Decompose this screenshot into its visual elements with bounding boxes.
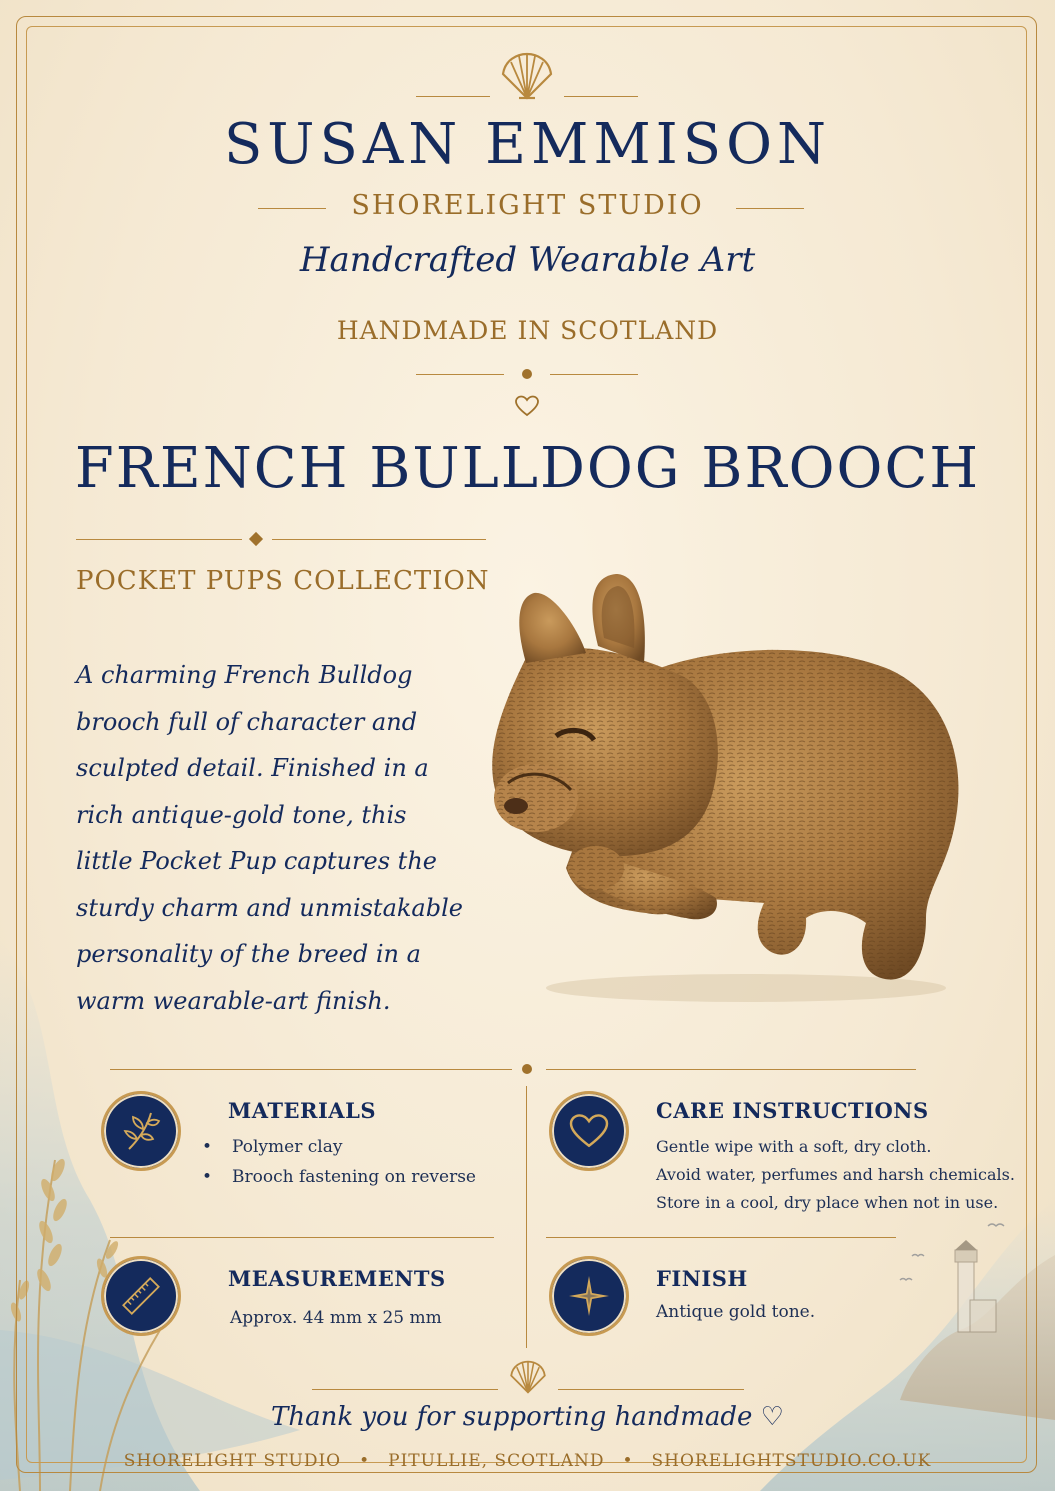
care-icon-badge xyxy=(549,1091,629,1171)
care-heading: CARE INSTRUCTIONS xyxy=(656,1098,929,1123)
brand-name: SUSAN EMMISON xyxy=(223,112,832,177)
tagline: Handcrafted Wearable Art xyxy=(299,240,756,280)
product-title: FRENCH BULLDOG BROOCH xyxy=(74,436,981,501)
footer-separator: • xyxy=(359,1451,371,1471)
divider-line xyxy=(76,539,242,540)
divider-line xyxy=(416,374,504,375)
shell-icon xyxy=(497,52,557,100)
care-line: Gentle wipe with a soft, dry cloth. xyxy=(656,1137,932,1156)
divider-line xyxy=(546,1069,916,1070)
description-line: A charming French Bulldog xyxy=(76,661,413,689)
description-line: sturdy charm and unmistakable xyxy=(76,893,463,922)
measurements-text: Approx. 44 mm x 25 mm xyxy=(230,1308,442,1328)
finish-icon-badge xyxy=(549,1256,629,1336)
footer-separator: • xyxy=(622,1451,634,1471)
product-description xyxy=(76,652,476,1024)
heart-icon xyxy=(569,1113,609,1149)
divider-line xyxy=(110,1237,494,1238)
materials-list xyxy=(200,1132,476,1192)
star-icon xyxy=(567,1274,611,1318)
care-line: Avoid water, perfumes and harsh chemicals. xyxy=(656,1165,1015,1184)
column-divider xyxy=(526,1086,527,1348)
measurements-icon-badge xyxy=(101,1256,181,1336)
finish-text: Antique gold tone. xyxy=(656,1302,816,1322)
materials-heading: MATERIALS xyxy=(228,1098,377,1123)
divider-line xyxy=(416,96,490,97)
description-line: little Pocket Pup captures the xyxy=(76,847,437,875)
footer-location: PITULLIE, SCOTLAND xyxy=(388,1451,605,1471)
care-text xyxy=(656,1133,1015,1217)
finish-heading: FINISH xyxy=(656,1266,748,1291)
description-line: rich antique-gold tone, this xyxy=(76,800,407,829)
studio-name: SHORELIGHT STUDIO xyxy=(351,190,704,221)
care-line: Store in a cool, dry place when not in use. xyxy=(656,1193,999,1212)
list-item: • Brooch fastening on reverse xyxy=(200,1162,476,1192)
description-line: brooch full of character and xyxy=(76,707,418,736)
collection-name: POCKET PUPS COLLECTION xyxy=(76,566,490,596)
measurements-heading: MEASUREMENTS xyxy=(228,1266,446,1291)
footer-website[interactable]: SHORELIGHTSTUDIO.CO.UK xyxy=(651,1451,932,1471)
sprig-icon xyxy=(119,1109,163,1153)
origin-label: HANDMADE IN SCOTLAND xyxy=(336,316,719,345)
divider-dot xyxy=(522,369,532,379)
list-item: • Polymer clay xyxy=(200,1132,476,1162)
shell-icon xyxy=(507,1360,549,1394)
ruler-icon xyxy=(118,1273,164,1319)
divider-line xyxy=(110,1069,512,1070)
divider-line xyxy=(272,539,486,540)
description-line: warm wearable-art finish. xyxy=(76,986,391,1015)
footer-studio: SHORELIGHT STUDIO xyxy=(123,1451,342,1471)
description-line: sculpted detail. Finished in a xyxy=(76,754,429,782)
divider-dot xyxy=(522,1064,532,1074)
description-line: personality of the breed in a xyxy=(76,940,421,968)
materials-icon-badge xyxy=(101,1091,181,1171)
divider-line xyxy=(312,1389,498,1390)
bulldog-brooch-image xyxy=(486,568,976,1008)
divider-line xyxy=(546,1237,896,1238)
thank-you-message: Thank you for supporting handmade ♡ xyxy=(271,1402,784,1432)
heart-icon xyxy=(515,395,539,417)
divider-line xyxy=(550,374,638,375)
divider-line xyxy=(558,1389,744,1390)
divider-line xyxy=(564,96,638,97)
footer-bar xyxy=(0,1451,1055,1471)
